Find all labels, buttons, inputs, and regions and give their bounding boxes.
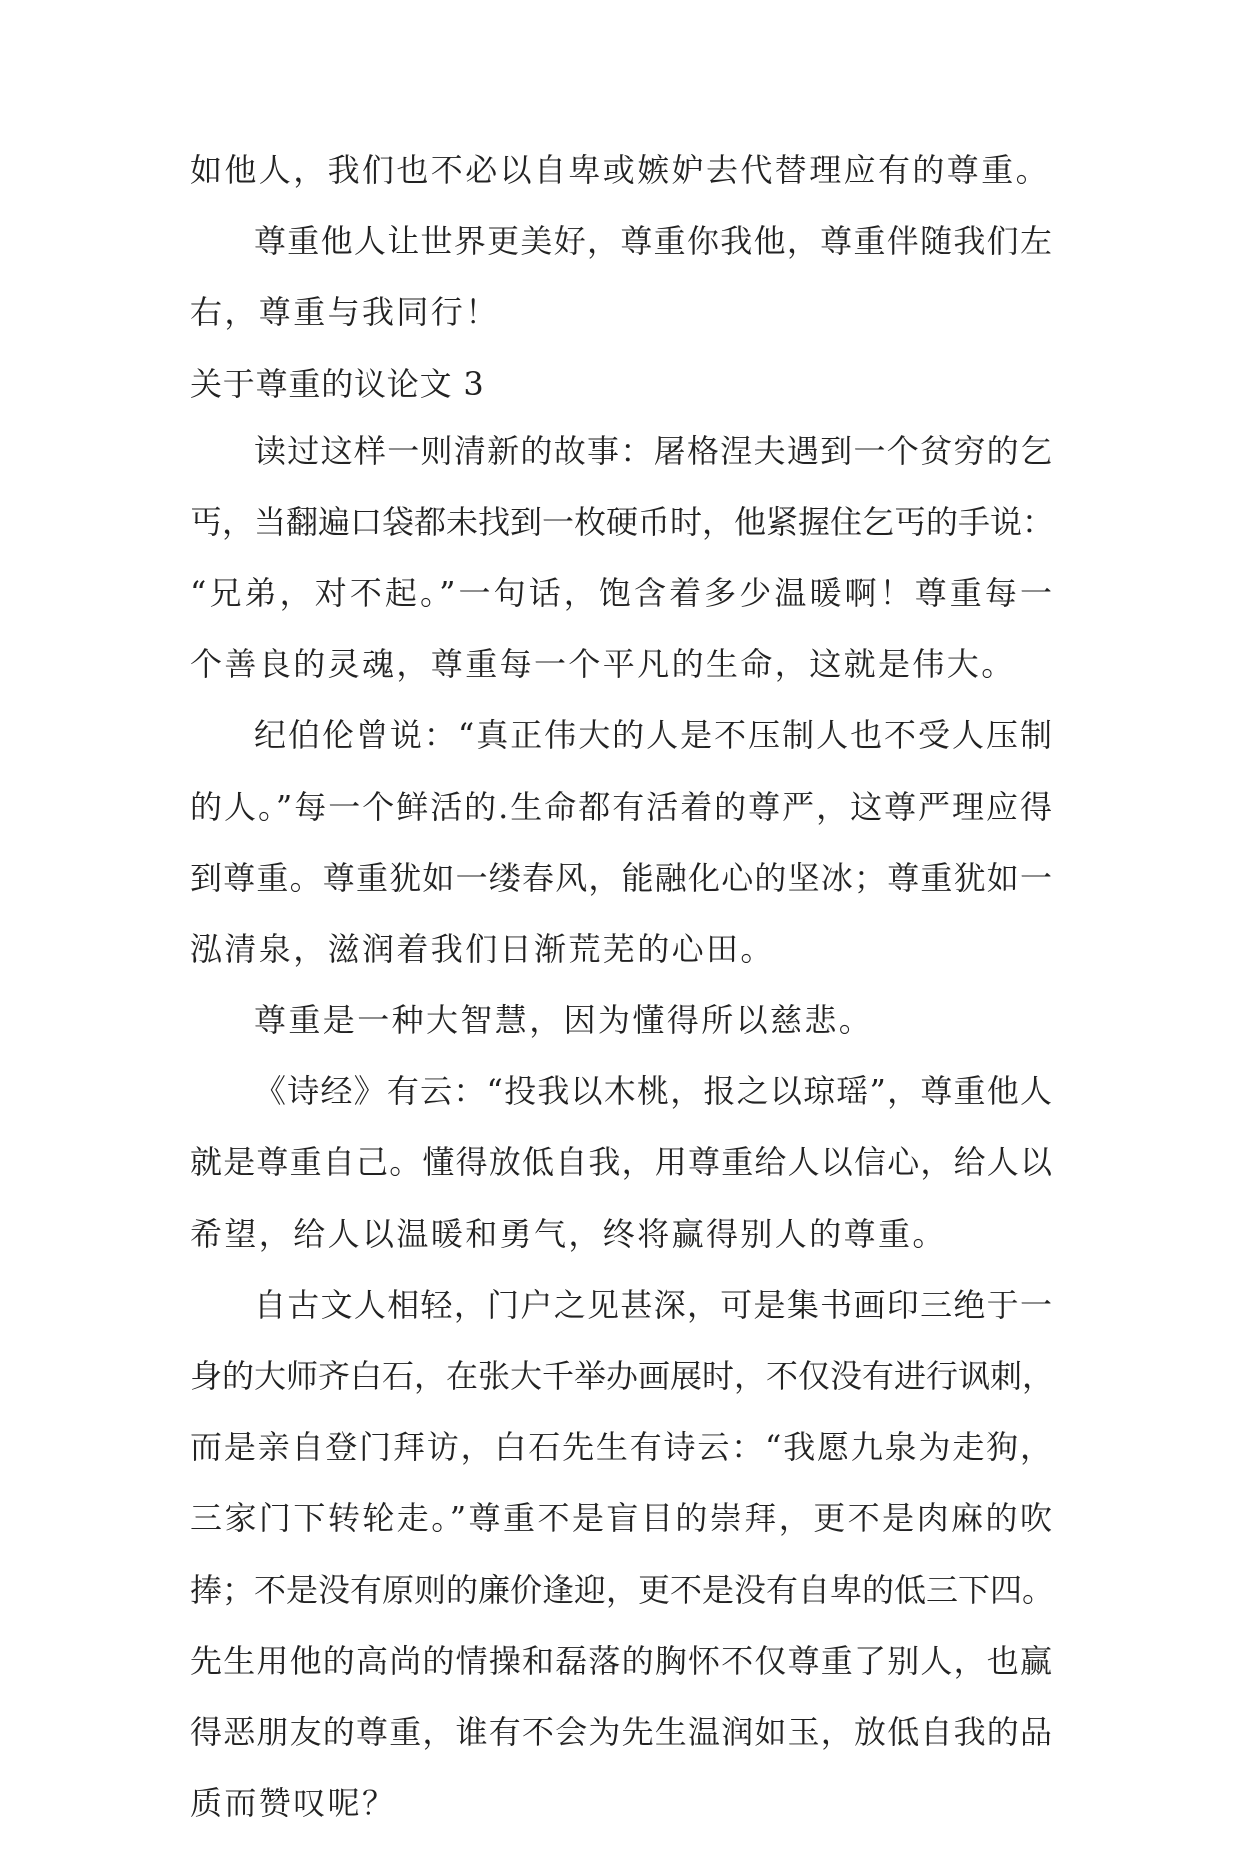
text-line: 纪伯伦曾说：“真正伟大的人是不压制人也不受人压制 (254, 716, 1052, 755)
text-line: 三家门下转轮走。”尊重不是盲目的崇拜，更不是肉麻的吹 (190, 1499, 1052, 1538)
text-line: 如他人，我们也不必以自卑或嫉妒去代替理应有的尊重。 (190, 151, 1051, 189)
text-line: 丐，当翻遍口袋都未找到一枚硬币时，他紧握住乞丐的手说： (190, 502, 1055, 541)
text-line: 读过这样一则清新的故事：屠格涅夫遇到一个贫穷的乞 (254, 431, 1052, 470)
text-line: 希望，给人以温暖和勇气，终将赢得别人的尊重。 (190, 1214, 947, 1253)
text-line: 捧；不是没有原则的廉价逢迎，更不是没有自卑的低三下四。 (190, 1570, 1055, 1609)
text-line: 自古文人相轻，门户之见甚深，可是集书画印三绝于一 (254, 1285, 1052, 1324)
text-line: 身的大师齐白石，在张大千举办画展时，不仅没有进行讽刺， (190, 1357, 1055, 1395)
document-body (190, 151, 1055, 1858)
text-line: 质而赞叹呢？ (190, 1784, 397, 1823)
text-line: 尊重是一种大智慧，因为懂得所以慈悲。 (254, 1001, 874, 1040)
text-line: “兄弟，对不起。”一句话，饱含着多少温暖啊！尊重每一 (190, 573, 1052, 612)
text-line: 就是尊重自己。懂得放低自我，用尊重给人以信心，给人以 (190, 1143, 1052, 1182)
text-line: 个善良的灵魂，尊重每一个平凡的生命，这就是伟大。 (190, 645, 1016, 684)
section-heading: 关于尊重的议论文 3 (190, 364, 485, 403)
text-line: 的人。”每一个鲜活的.生命都有活着的尊严，这尊严理应得 (190, 787, 1052, 826)
text-line: 尊重他人让世界更美好，尊重你我他，尊重伴随我们左 (254, 222, 1052, 261)
text-line: 泓清泉，滋润着我们日渐荒芜的心田。 (190, 929, 775, 968)
text-line: 先生用他的高尚的情操和磊落的胸怀不仅尊重了别人，也赢 (190, 1641, 1052, 1680)
text-line: 而是亲自登门拜访，白石先生有诗云：“我愿九泉为走狗， (190, 1428, 1052, 1467)
text-line: 右，尊重与我同行！ (190, 293, 500, 332)
text-line: 得恶朋友的尊重，谁有不会为先生温润如玉，放低自我的品 (190, 1712, 1052, 1751)
text-line: 到尊重。尊重犹如一缕春风，能融化心的坚冰；尊重犹如一 (190, 858, 1052, 897)
text-line: 《诗经》有云：“投我以木桃，报之以琼瑶”，尊重他人 (254, 1072, 1052, 1111)
